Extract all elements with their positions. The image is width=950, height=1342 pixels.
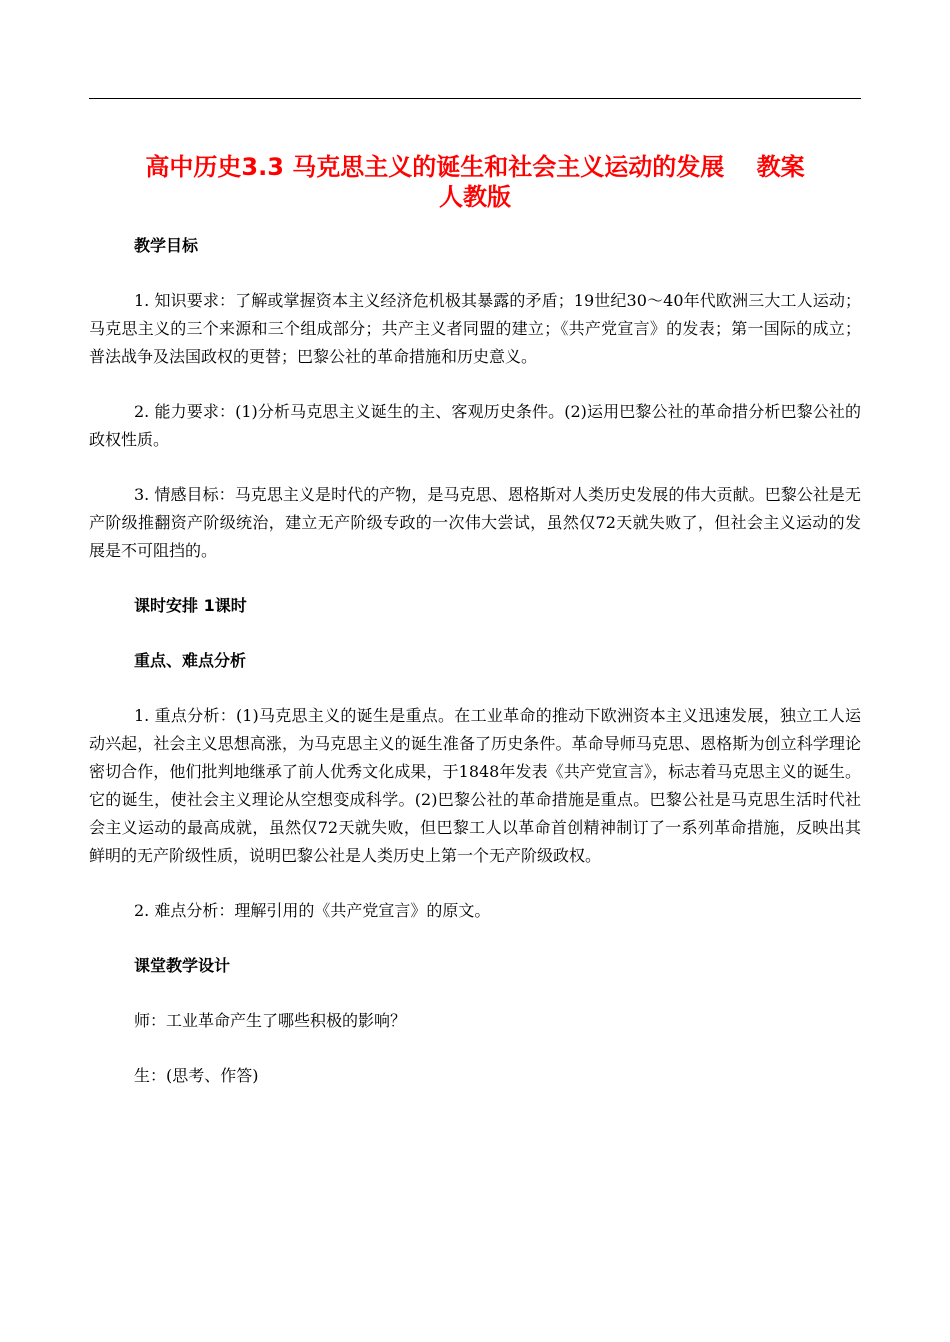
objectives-heading: 教学目标 — [134, 236, 199, 255]
objective-ability: 2. 能力要求：(1)分析马克思主义诞生的主、客观历史条件。(2)运用巴黎公社的革命措分析巴黎公社的政权性质。 — [89, 402, 861, 449]
design-heading: 课堂教学设计 — [134, 956, 231, 975]
keypoint-analysis: 1. 重点分析：(1)马克思主义的诞生是重点。在工业革命的推动下欧洲资本主义迅速发展，独立工人运动兴起，社会主义思想高涨，为马克思主义的诞生准备了历史条件。革命导师马克思、恩格斯为创立科学理论密切合作，他们批判地继承了前人优秀文化成果，于1848年发表《共产党宣言》，标志着马克思主义的诞生。它的诞生，使社会主义理论从空想变成科学。(2)巴黎公社的革命措施是重点。巴黎公社是马克思生活时代社会主义运动的最高成就，虽然仅72天就失败，但巴黎工人以革命首创精神制订了一系列革命措施，反映出其鲜明的无产阶级性质，说明巴黎公社是人类历史上第一个无产阶级政权。 — [89, 706, 861, 865]
schedule-heading: 课时安排 1课时 — [134, 596, 247, 615]
title-line-2: 人教版 — [439, 183, 511, 211]
document-body — [89, 152, 861, 1090]
objective-emotion: 3. 情感目标：马克思主义是时代的产物，是马克思、恩格斯对人类历史发展的伟大贡献。巴黎公社是无产阶级推翻资产阶级统治，建立无产阶级专政的一次伟大尝试，虽然仅72天就失败了，但社会主义运动的发展是不可阻挡的。 — [89, 485, 861, 560]
student-answer: 生：(思考、作答) — [134, 1066, 259, 1085]
difficulty-analysis: 2. 难点分析：理解引用的《共产党宣言》的原文。 — [134, 901, 491, 920]
keypoints-heading: 重点、难点分析 — [134, 651, 247, 670]
teacher-question: 师：工业革命产生了哪些积极的影响？ — [134, 1011, 407, 1030]
header-rule — [89, 98, 861, 99]
document-title — [89, 152, 861, 212]
objective-knowledge: 1. 知识要求：了解或掌握资本主义经济危机极其暴露的矛盾；19世纪30～40年代欧洲三大工人运动；马克思主义的三个来源和三个组成部分；共产主义者同盟的建立；《共产党宣言》的发表；第一国际的成立；普法战争及法国政权的更替；巴黎公社的革命措施和历史意义。 — [89, 291, 861, 366]
title-line-1: 高中历史3.3 马克思主义的诞生和社会主义运动的发展 教案 — [145, 153, 805, 181]
